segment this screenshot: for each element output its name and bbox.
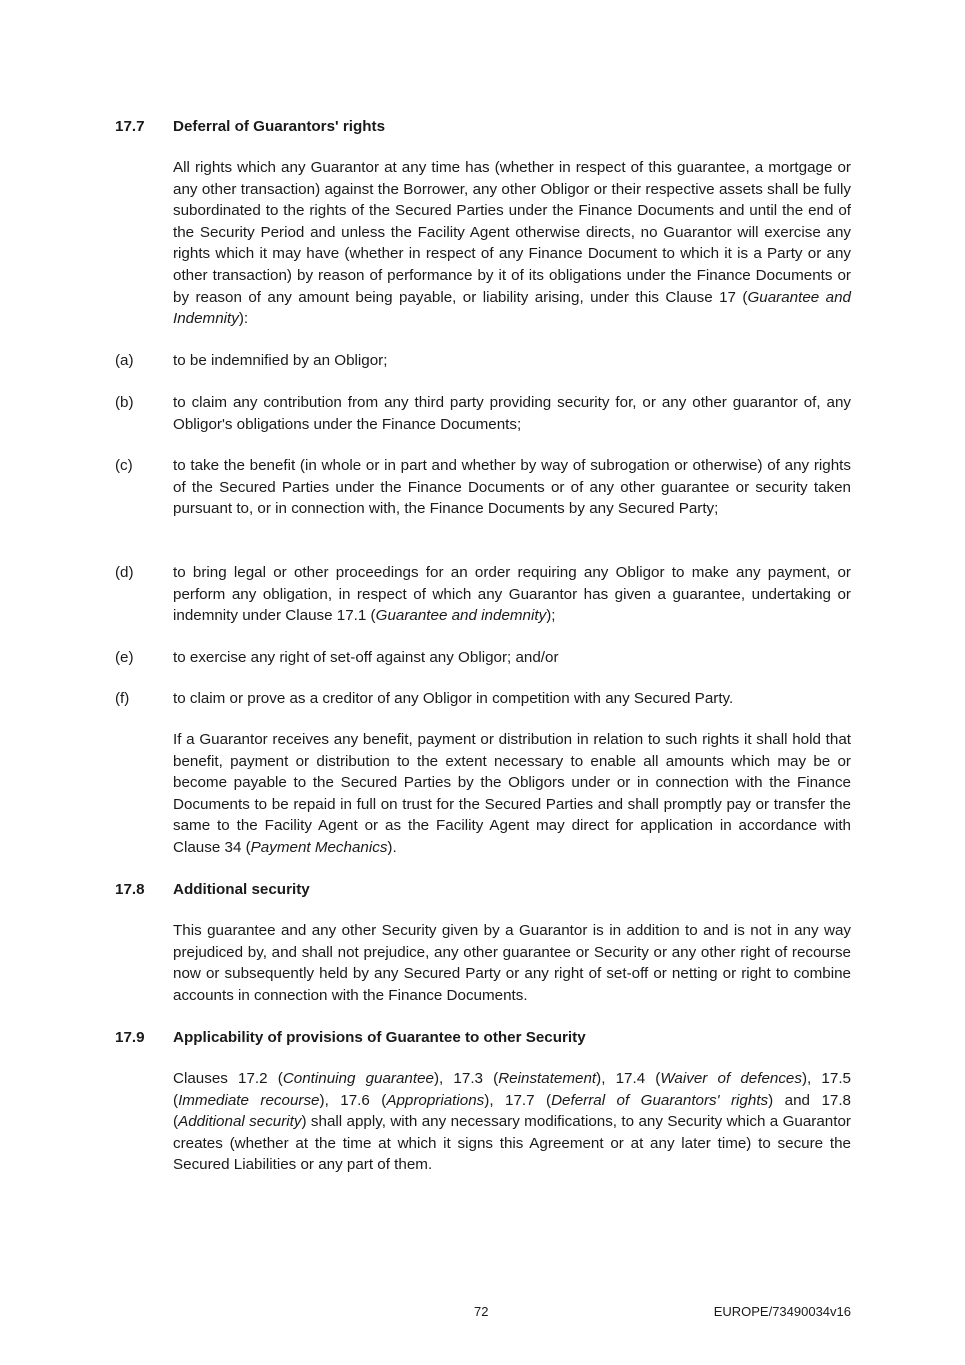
clause-number: 17.8: [115, 881, 145, 898]
clause-title: Deferral of Guarantors' rights: [173, 118, 386, 135]
clause-reference: Deferral of Guarantors' rights: [551, 1091, 769, 1109]
item-label: (a): [115, 352, 134, 369]
item-text: to claim or prove as a creditor of any Obligor in competition with any Secured Party.: [173, 690, 734, 707]
clause-17-9-text: [173, 1068, 851, 1176]
clause-reference: Payment Mechanics: [250, 838, 388, 856]
clause-reference: Guarantee and indemnity: [375, 607, 547, 625]
item-text-start: to bring legal or other proceedings for an order requiring any Obligor to make any payment, or perform any obligation, in respect of which any Guarantor has given a guarantee, undertaking or indemnity under Clause 17.1 (: [173, 564, 851, 625]
item-label: (b): [115, 394, 134, 411]
clause-reference: Waiver of defences: [660, 1070, 802, 1087]
text-run: ), 17.7 (: [484, 1091, 552, 1109]
text-run: ), 17.6 (: [319, 1091, 387, 1109]
item-text: to exercise any right of set-off against any Obligor; and/or: [173, 649, 559, 666]
item-text: to be indemnified by an Obligor;: [173, 352, 388, 369]
clause-17-8-text: This guarantee and any other Security given by a Guarantor is in addition to and is not in any way prejudiced by, and shall not prejudice, any other guarantee or Security or any other right of recourse now or subsequently held by any Secured Party or any right of set-off or netting or right to combine accounts in connection with the Finance Documents.: [173, 922, 851, 1004]
closing-text-end: ).: [387, 838, 397, 856]
clause-reference: Guarantee and Indemnity: [173, 288, 851, 328]
clause-title: Additional security: [173, 881, 310, 898]
page-number: 72: [474, 1304, 489, 1319]
clause-reference: Immediate recourse: [178, 1091, 320, 1109]
clause-title: Applicability of provisions of Guarantee to other Security: [173, 1029, 586, 1046]
text-run: ), 17.4 (: [596, 1070, 661, 1087]
clause-17-7-closing: [173, 729, 851, 859]
intro-text-end: ):: [238, 310, 249, 328]
text-run: ), 17.5 (: [173, 1070, 851, 1109]
clause-reference: Reinstatement: [498, 1070, 597, 1087]
item-text: to take the benefit (in whole or in part and whether by way of subrogation or otherwise) of any rights of the Secured Parties under the Finance Documents or of any other guarantee or security taken pursuant to, or in connection with, the Finance Documents by any Secured Party;: [173, 457, 851, 518]
item-label: (c): [115, 457, 133, 474]
item-label: (f): [115, 690, 130, 707]
closing-text: If a Guarantor receives any benefit, payment or distribution in relation to such rights it shall hold that benefit, payment or distribution to the extent necessary to enable all amounts which may be or become payable to the Secured Parties by the Obligors under or in connection with the Finance Documents to be repaid in full on trust for the Secured Parties and shall promptly pay or transfer the same to the Facility Agent or as the Facility Agent may direct for application in accordance with Clause 34 (: [173, 731, 851, 856]
intro-text: All rights which any Guarantor at any time has (whether in respect of this guarantee, a mortgage or any other transaction) against the Borrower, any other Obligor or their respective assets shall be fully subordinated to the rights of the Secured Parties under the Finance Documents and until the end of the Security Period and unless the Facility Agent otherwise directs, no Guarantor will exercise any rights which it may have (whether in respect of any Finance Document to which it is a Party or any other transaction) by reason of performance by it of its obligations under the Finance Documents or by reason of any amount being payable, or liability arising, under this Clause 17 (: [173, 159, 851, 306]
item-label: (d): [115, 564, 134, 581]
clause-number: 17.7: [115, 118, 145, 135]
clause-reference: Additional security: [178, 1113, 302, 1131]
text-run: Clauses 17.2 (: [173, 1070, 283, 1087]
item-label: (e): [115, 649, 134, 666]
item-text: to claim any contribution from any third party providing security for, or any other guarantor of, any Obligor's obligations under the Finance Documents;: [173, 394, 851, 433]
text-run: ) and 17.8 (: [173, 1091, 852, 1131]
text-run: ) shall apply, with any necessary modifications, to any Security which a Guarantor creates (whether at the time at which it signs this Agreement or at any later time) to secure the Secured Liabilities or any part of them.: [173, 1113, 851, 1174]
clause-reference: Appropriations: [386, 1091, 485, 1109]
clause-17-7-intro: [173, 157, 851, 330]
item-text-end: );: [546, 607, 556, 625]
document-reference: EUROPE/73490034v16: [713, 1304, 851, 1319]
text-run: ), 17.3 (: [434, 1070, 499, 1087]
clause-number: 17.9: [115, 1029, 145, 1046]
clause-reference: Continuing guarantee: [282, 1070, 434, 1087]
item-text: [173, 562, 851, 627]
